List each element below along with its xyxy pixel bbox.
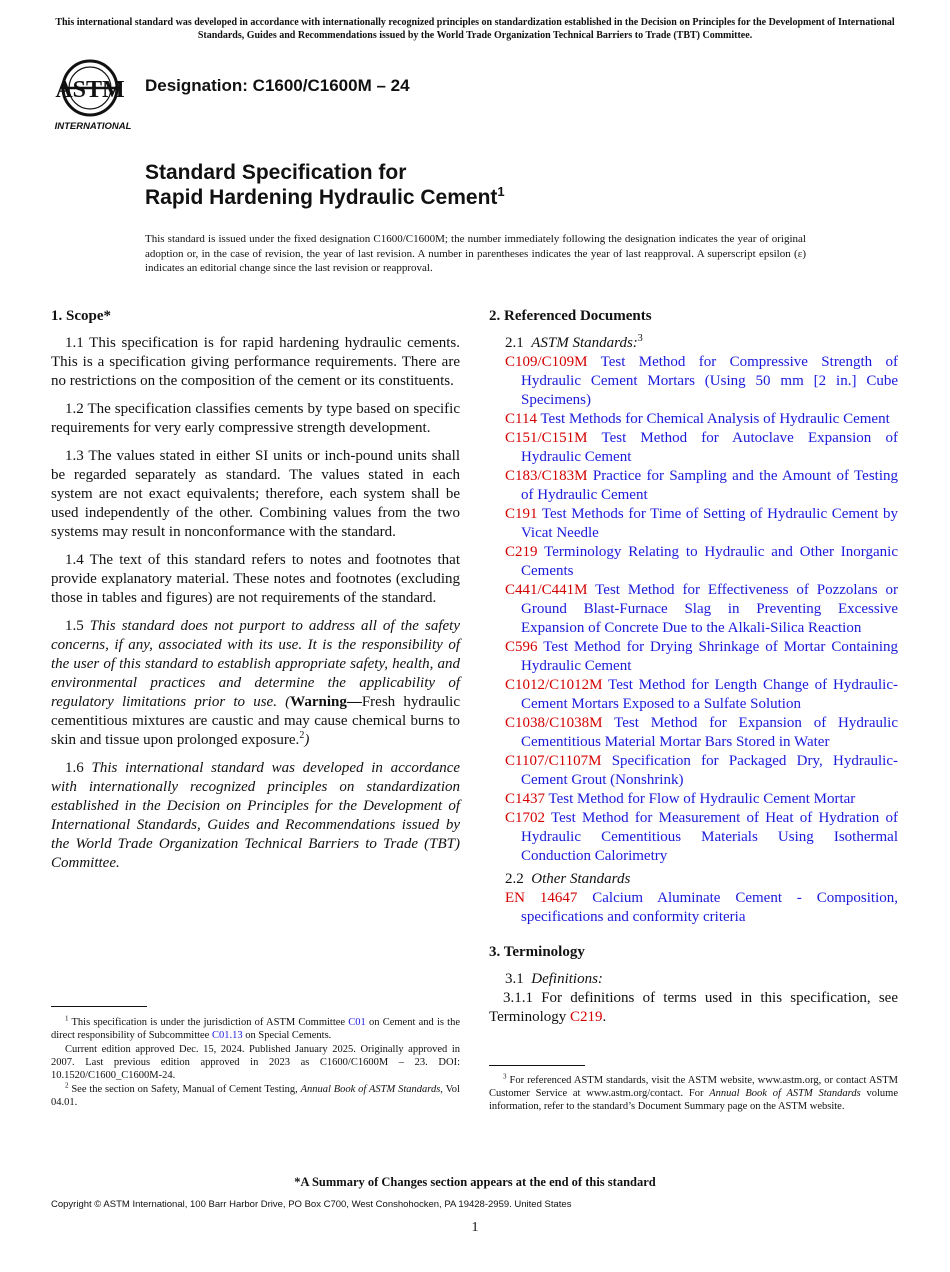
warning-text: Fresh hydraulic cementitious mixtures are caustic and may cause chemical burns to skin and tissue upon prolonged exposure.: [51, 694, 460, 748]
reference-item[interactable]: [489, 581, 898, 638]
footnote-3-mark: 3: [503, 1072, 507, 1081]
footnotes-left: [51, 1016, 460, 1110]
issued-note: This standard is issued under the fixed designation C1600/C1600M; the number immediately following the designation indicates the year of original adoption or, in the case of revision, the year of last revision. A number in parentheses indicates the year of last reapproval. A superscript epsilon (ε) indicates an editorial change since the last revision or reapproval.: [145, 233, 806, 274]
svg-text:ASTM: ASTM: [55, 77, 125, 103]
title-footnote-mark: 1: [497, 184, 505, 199]
referenced-heading: 2. Referenced Documents: [489, 308, 652, 324]
definitions-label: [489, 970, 898, 989]
reference-item[interactable]: [489, 676, 898, 714]
left-column: [51, 307, 460, 882]
reference-code[interactable]: C1437: [505, 791, 546, 807]
reference-code[interactable]: C441/C441M: [505, 582, 588, 598]
top-notice: This international standard was developed in accordance with internationally recognized principles on standardization established in the Decision on Principles for the Development of International Standards, Guides and Recommendations issued by the World Trade Organization Technical Barriers to Trade (TBT) Committee.: [55, 17, 895, 41]
title-line-2: [145, 185, 505, 210]
scope-heading: 1. Scope*: [51, 308, 111, 324]
astm-logo: [54, 56, 136, 132]
designation: Designation: C1600/C1600M – 24: [145, 76, 410, 95]
reference-title[interactable]: Specification for Packaged Dry, Hydraulic-Cement Grout (Nonshrink): [521, 753, 898, 788]
terminology-text: 3.1.1 For definitions of terms used in this specification, see Terminology: [489, 990, 898, 1025]
scope-1-5-text: This standard does not purport to address all of the safety concerns, if any, associated with its use. It is the responsibility of the user of this standard to establish appropriate safety, health, and environmental practices and determine the applicability of regulatory limitations prior to use.: [51, 618, 460, 710]
other-standards-label: [489, 870, 898, 889]
copyright: Copyright © ASTM International, 100 Barr Harbor Drive, PO Box C700, West Conshohocken, PA 19428-2959. United States: [51, 1199, 572, 1210]
footnote-3-text-a: For referenced ASTM standards, visit the ASTM website, www.astm.org, or contact ASTM Customer Service at www.astm.org/contact. For: [489, 1075, 898, 1099]
reference-item[interactable]: [489, 714, 898, 752]
footnote-3-italic: Annual Book of ASTM Standards: [709, 1088, 861, 1099]
reference-code[interactable]: C1012/C1012M: [505, 677, 603, 693]
subcommittee-c01-13-link[interactable]: C01.13: [211, 1030, 243, 1041]
scope-1-3: 1.3 The values stated in either SI units or inch-pound units shall be regarded separately as standard. The values stated in each system are not exact equivalents; therefore, each system shall be used independently of the other. Combining values from the two systems may result in nonconformance with the standard.: [51, 448, 460, 540]
definitions-num: 3.1: [505, 971, 524, 987]
footnote-1-edition: Current edition approved Dec. 15, 2024. Published January 2025. Originally approved in 2007. Last previous edition approved in 2023 as C1600/C1600M – 23. DOI: 10.1520/C1600_C1600M-24.: [51, 1044, 460, 1081]
footnote-2: [51, 1083, 460, 1109]
reference-item[interactable]: [489, 638, 898, 676]
reference-code[interactable]: C219: [505, 544, 538, 560]
reference-code[interactable]: C596: [505, 639, 538, 655]
reference-item[interactable]: [489, 790, 898, 809]
other-standards-text: Other Standards: [531, 871, 631, 887]
footnote-divider: [489, 1065, 585, 1066]
right-column: [489, 307, 898, 1027]
astm-standards-num: 2.1: [505, 335, 524, 351]
footnote-1-text-a: This specification is under the jurisdiction of ASTM Committee: [68, 1017, 349, 1028]
footnote-1: [51, 1016, 460, 1042]
astm-reference-list: [489, 353, 898, 866]
reference-title[interactable]: Terminology Relating to Hydraulic and Other Inorganic Cements: [521, 544, 898, 579]
reference-item[interactable]: [489, 467, 898, 505]
title-text: Rapid Hardening Hydraulic Cement: [145, 186, 498, 209]
warning-label: Warning—: [290, 694, 362, 710]
footnote-2-italic: Annual Book of ASTM Standards: [300, 1084, 441, 1095]
paren-open: (: [276, 694, 291, 710]
terminology-end: .: [602, 1009, 607, 1025]
reference-title[interactable]: Test Methods for Time of Setting of Hydraulic Cement by Vicat Needle: [521, 506, 898, 541]
reference-title[interactable]: Test Method for Autoclave Expansion of Hydraulic Cement: [521, 430, 898, 465]
reference-title[interactable]: Calcium Aluminate Cement - Composition, specifications and conformity criteria: [521, 890, 899, 925]
reference-item[interactable]: [489, 429, 898, 467]
reference-code[interactable]: EN 14647: [505, 890, 578, 906]
scope-1-5-num: 1.5: [65, 618, 84, 634]
title-line-1: Standard Specification for: [145, 161, 407, 184]
footnote-3: [489, 1074, 898, 1113]
reference-item[interactable]: [489, 505, 898, 543]
summary-of-changes-note: *A Summary of Changes section appears at the end of this standard: [294, 1175, 656, 1189]
reference-item[interactable]: [489, 889, 898, 927]
definitions-text: Definitions:: [531, 971, 603, 987]
footnote-divider: [51, 1006, 147, 1007]
page-number: 1: [471, 1220, 479, 1235]
reference-title[interactable]: Test Method for Length Change of Hydraulic-Cement Mortars Exposed to a Sulfate Solution: [521, 677, 898, 712]
footnote-1-text-b: on Cement and is the direct responsibility of Subcommittee: [51, 1017, 460, 1041]
reference-title[interactable]: Practice for Sampling and the Amount of Testing of Hydraulic Cement: [521, 468, 898, 503]
other-standards-num: 2.2: [505, 871, 524, 887]
reference-code[interactable]: C109/C109M: [505, 354, 588, 370]
svg-text:INTERNATIONAL: INTERNATIONAL: [54, 121, 132, 132]
reference-item[interactable]: [489, 353, 898, 410]
footnotes-right: [489, 1074, 898, 1114]
scope-1-6: [51, 759, 460, 873]
reference-title[interactable]: Test Method for Drying Shrinkage of Mortar Containing Hydraulic Cement: [521, 639, 899, 674]
footnote-mark-3: 3: [637, 333, 643, 344]
reference-title[interactable]: Test Method for Measurement of Heat of Hydration of Hydraulic Cementitious Materials Using Isothermal Conduction Calorimetry: [521, 810, 899, 864]
reference-code[interactable]: C183/C183M: [505, 468, 588, 484]
scope-1-2: 1.2 The specification classifies cements by type based on specific requirements for very early compressive strength development.: [51, 401, 460, 436]
reference-title[interactable]: Test Method for Compressive Strength of Hydraulic Cement Mortars (Using 50 mm [2 in.] Cube Specimens): [521, 354, 898, 408]
footnote-2-mark: 2: [65, 1081, 69, 1090]
terminology-heading: 3. Terminology: [489, 944, 585, 960]
astm-standards-text: ASTM Standards:: [531, 335, 638, 351]
reference-item[interactable]: [489, 543, 898, 581]
terminology-3-1-1: [489, 989, 898, 1027]
reference-code[interactable]: C191: [505, 506, 538, 522]
scope-1-6-text: This international standard was developed in accordance with internationally recognized principles on standardization established in the Decision on Principles for the Development of International Standards, Guides and Recommendations issued by the World Trade Organization Technical Barriers to Trade (TBT) Committee.: [51, 760, 461, 871]
document-title: [145, 160, 505, 210]
footnote-2-text-b: , Vol 04.01.: [51, 1084, 460, 1108]
reference-title[interactable]: Test Method for Expansion of Hydraulic Cementitious Material Mortar Bars Stored in Water: [521, 715, 899, 750]
reference-code[interactable]: C1107/C1107M: [505, 753, 602, 769]
scope-1-1: 1.1 This specification is for rapid hardening hydraulic cements. This is a specification giving performance requirements. There are no restrictions on the composition of the cement or its constituents.: [51, 335, 460, 389]
astm-standards-label: [489, 334, 898, 353]
reference-item[interactable]: [489, 809, 898, 866]
footnote-1-text-c: on Special Cements.: [242, 1030, 332, 1041]
reference-code[interactable]: C1038/C1038M: [505, 715, 603, 731]
reference-code[interactable]: C114: [505, 411, 537, 427]
reference-code[interactable]: C151/C151M: [505, 430, 588, 446]
reference-code[interactable]: C1702: [505, 810, 546, 826]
reference-title[interactable]: Test Method for Effectiveness of Pozzolans or Ground Blast-Furnace Slag in Preventing Excessive Expansion of Concrete Due to the Alkali-Silica Reaction: [521, 582, 898, 636]
reference-item[interactable]: [489, 410, 898, 429]
scope-1-4: 1.4 The text of this standard refers to notes and footnotes that provide explanatory material. These notes and footnotes (excluding those in tables and figures) are not requirements of the standard.: [51, 552, 460, 606]
footnote-3-text-b: volume information, refer to the standard’s Document Summary page on the ASTM website.: [489, 1088, 898, 1112]
reference-title[interactable]: Test Methods for Chemical Analysis of Hydraulic Cement: [540, 411, 890, 427]
committee-c01-link[interactable]: C01: [348, 1017, 366, 1028]
paren-close: ): [304, 732, 310, 748]
scope-1-6-num: 1.6: [65, 760, 84, 776]
footnote-1-mark: 1: [65, 1014, 69, 1023]
terminology-link-c219[interactable]: C219: [570, 1009, 603, 1025]
reference-item[interactable]: [489, 752, 898, 790]
footnote-2-text-a: See the section on Safety, Manual of Cement Testing,: [68, 1084, 301, 1095]
scope-1-5: [51, 617, 460, 750]
reference-title[interactable]: Test Method for Flow of Hydraulic Cement Mortar: [548, 791, 856, 807]
footnote-mark-2: 2: [299, 730, 305, 741]
